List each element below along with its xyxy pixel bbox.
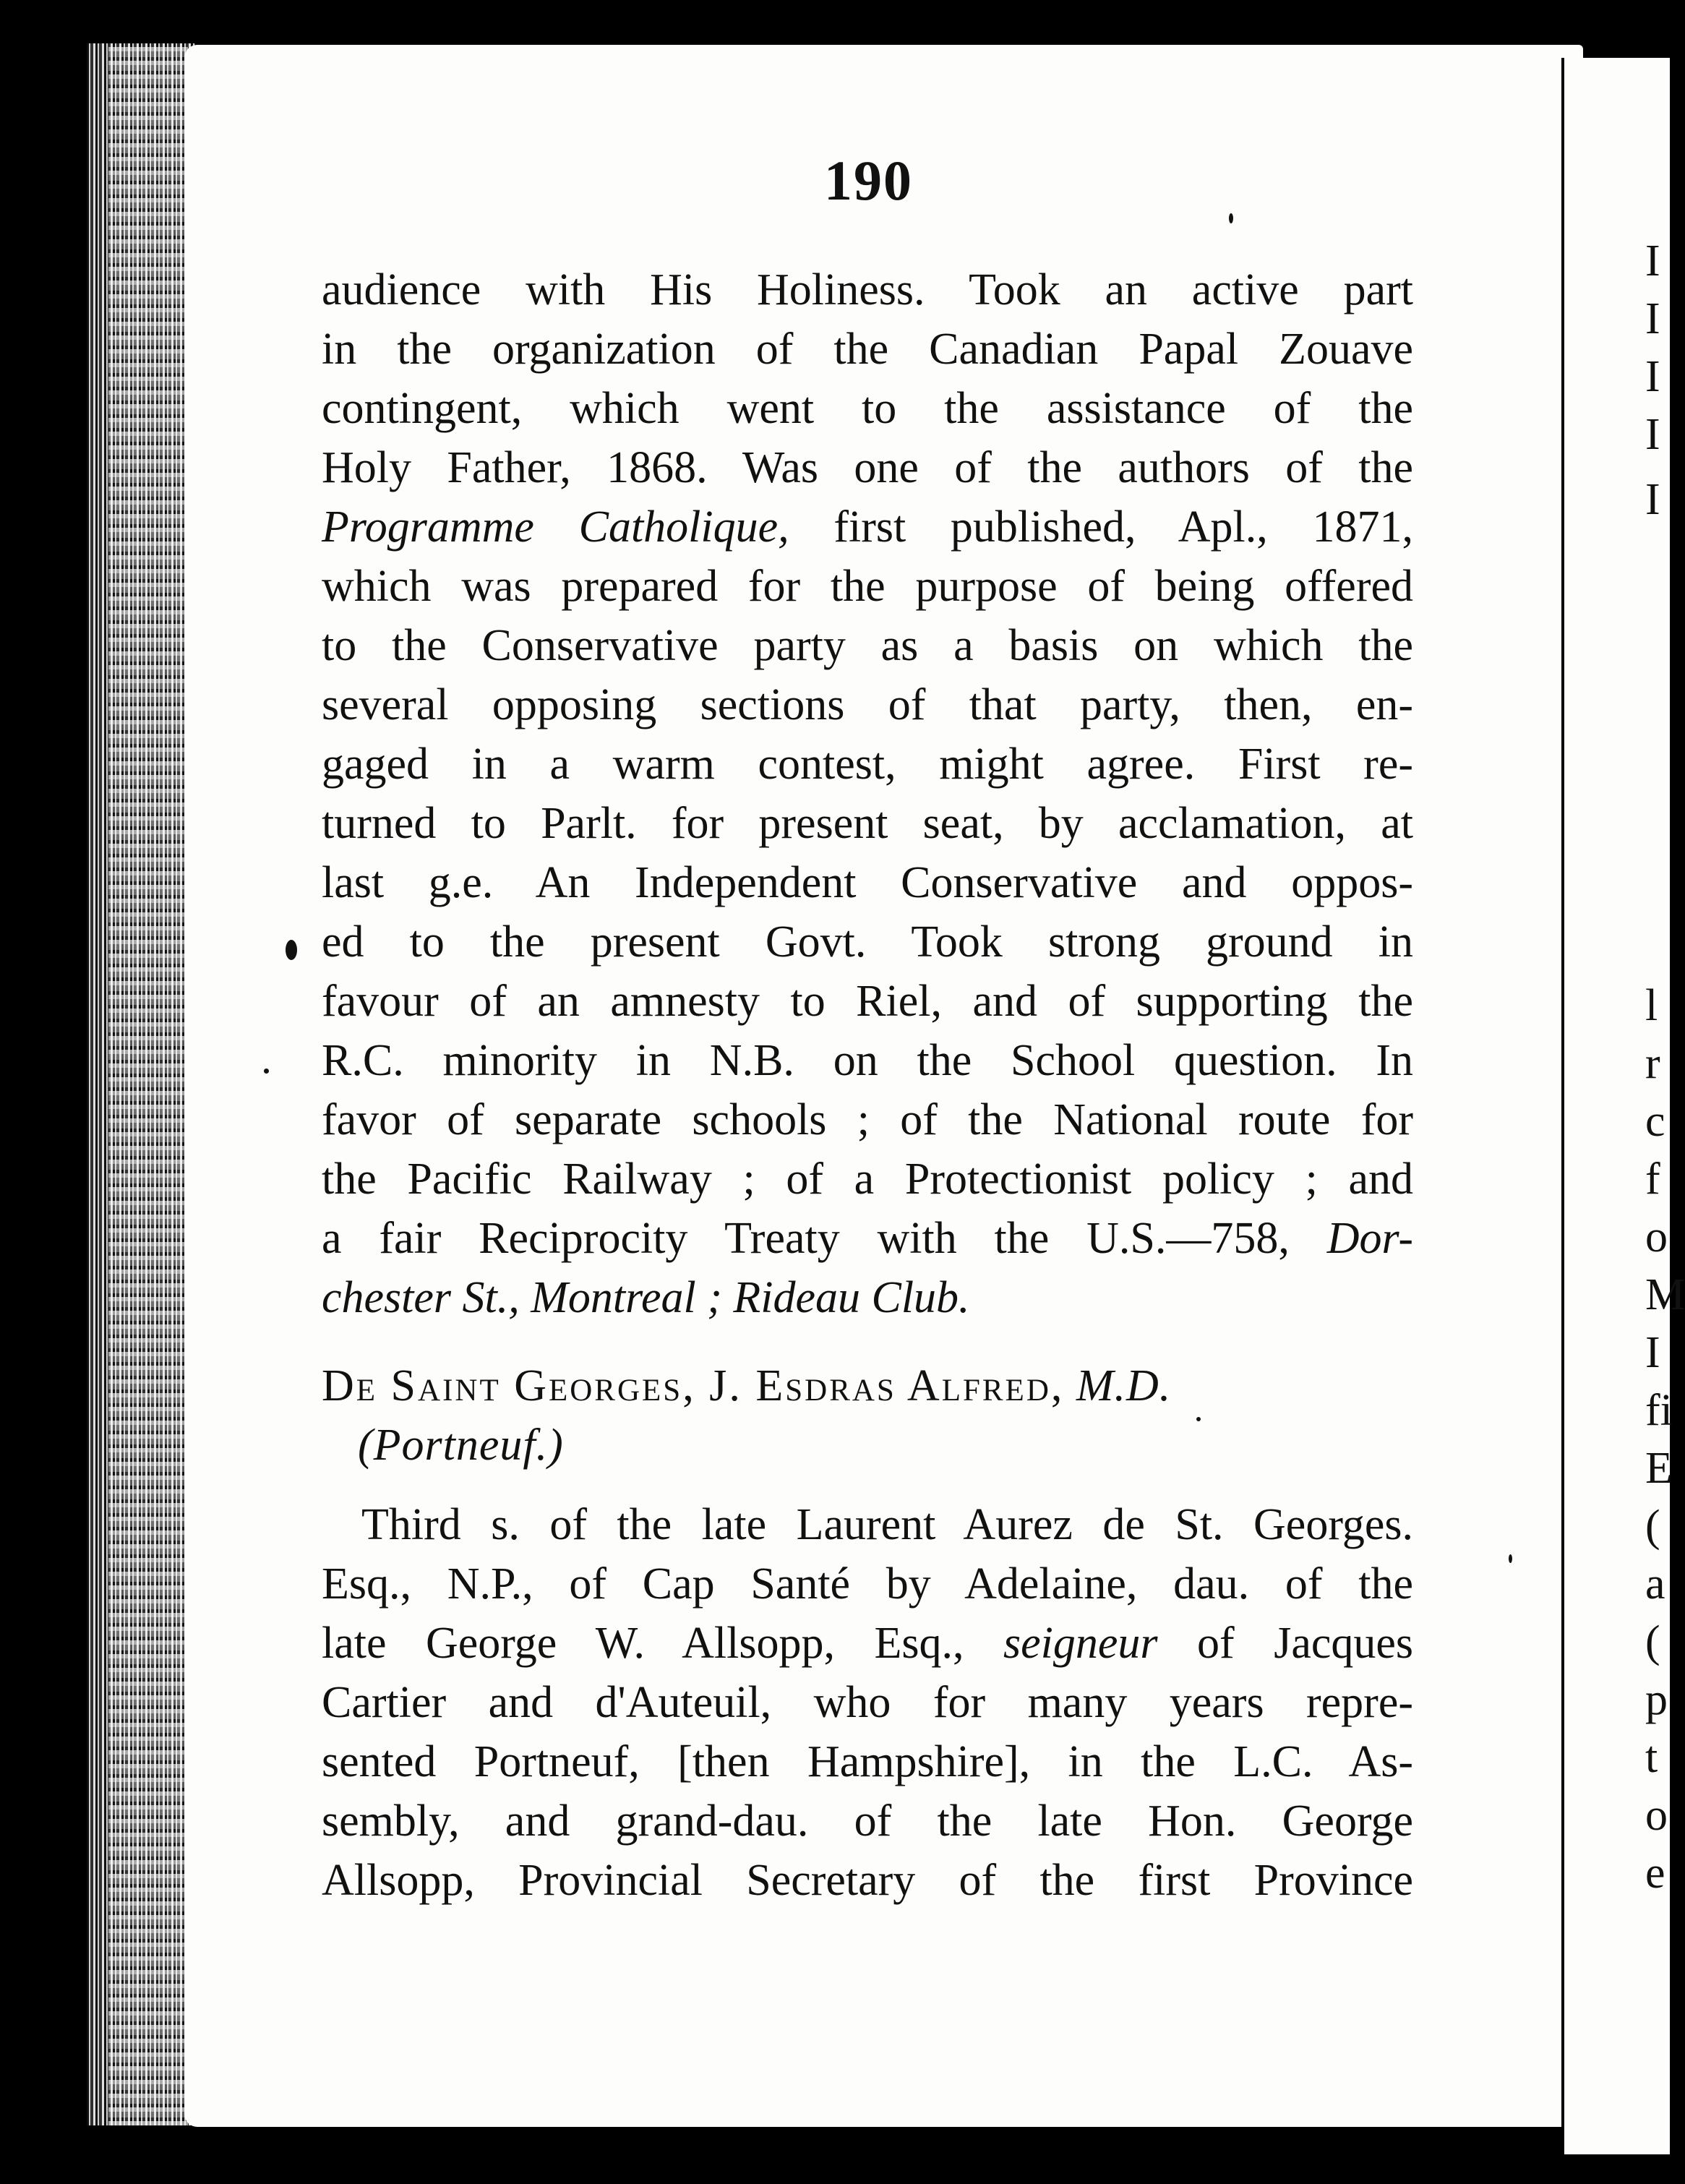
text-line (322, 1268, 1413, 1327)
text-fragment: a fair Reciprocity Treaty with the U.S.—758, (322, 1214, 1290, 1263)
scan-speck (1509, 1554, 1512, 1563)
page-number: 190 (824, 149, 913, 212)
scan-speck (286, 940, 297, 960)
entry-paragraph (322, 260, 1413, 1327)
text-line: ed to the present Govt. Took strong ground in (322, 917, 1413, 967)
next-page-fragment: I (1645, 410, 1660, 459)
next-page-fragment: p (1645, 1675, 1668, 1724)
scan-speck (264, 1069, 269, 1074)
next-page-fragment: E (1645, 1444, 1673, 1493)
text-line: Allsopp, Provincial Secretary of the first Province (322, 1856, 1413, 1905)
adjacent-page-edge (1561, 58, 1685, 2154)
text-line: audience with His Holiness. Took an active part (322, 265, 1413, 314)
next-page-fragment: o (1645, 1212, 1668, 1262)
text-line: sented Portneuf, [then Hampshire], in the L.C. As- (322, 1737, 1413, 1786)
member-degree: M.D. (1076, 1361, 1172, 1410)
next-page-fragment: t (1645, 1733, 1658, 1782)
next-page-fragment: I (1645, 475, 1660, 524)
text-line: last g.e. An Independent Conservative and oppos- (322, 858, 1413, 907)
text-fragment: first published, Apl., 1871, (833, 502, 1413, 552)
text-line: R.C. minority in N.B. on the School question. In (322, 1036, 1413, 1085)
text-line (322, 497, 1413, 557)
next-page-fragment: o (1645, 1791, 1668, 1840)
text-line: sembly, and grand-dau. of the late Hon. George (322, 1797, 1413, 1846)
text-line: gaged in a warm contest, might agree. First re- (322, 740, 1413, 789)
text-line (322, 1614, 1413, 1673)
member-name: De Saint Georges, J. Esdras Alfred, (322, 1361, 1065, 1410)
text-fragment: of Jacques (1197, 1619, 1414, 1668)
next-page-fragment: ( (1645, 1617, 1660, 1666)
next-page-fragment: r (1645, 1039, 1660, 1088)
text-line: Esq., N.P., of Cap Santé by Adelaine, dau. of the (322, 1559, 1413, 1609)
next-page-fragment: fi (1645, 1386, 1673, 1435)
text-fragment: late George W. Allsopp, Esq., (322, 1619, 964, 1668)
next-page-fragment: I (1645, 294, 1660, 343)
next-page-fragment: f (1645, 1155, 1660, 1204)
next-page-fragment: c (1645, 1097, 1665, 1146)
italic-title: Programme Catholique, (322, 502, 789, 552)
entry-paragraph (322, 1495, 1413, 1910)
next-page-fragment: I (1645, 1328, 1660, 1377)
text-line: contingent, which went to the assistance of the (322, 384, 1413, 433)
text-line: favor of separate schools ; of the National route for (322, 1095, 1413, 1144)
italic-address: chester St., Montreal ; Rideau Club. (322, 1273, 970, 1322)
text-line: Third s. of the late Laurent Aurez de St. Georges. (361, 1500, 1413, 1549)
text-line: Holy Father, 1868. Was one of the authors of the (322, 443, 1413, 492)
text-line: in the organization of the Canadian Papal Zouave (322, 325, 1413, 374)
text-line: the Pacific Railway ; of a Protectionist policy ; and (322, 1155, 1413, 1204)
member-riding: (Portneuf.) (358, 1421, 564, 1470)
text-line: turned to Parlt. for present seat, by acclamation, at (322, 799, 1413, 848)
text-line: to the Conservative party as a basis on which the (322, 621, 1413, 670)
page-text (322, 260, 1413, 1910)
text-line: Cartier and d'Auteuil, who for many years repre- (322, 1678, 1413, 1727)
text-line: several opposing sections of that party, then, en- (322, 680, 1413, 729)
text-line: which was prepared for the purpose of being offered (322, 562, 1413, 611)
entry-heading (322, 1356, 1413, 1475)
next-page-fragment: l (1645, 981, 1658, 1030)
italic-address: Dor- (1326, 1214, 1413, 1263)
heading-line (322, 1356, 1413, 1416)
next-page-fragment: I (1645, 236, 1660, 286)
text-line: favour of an amnesty to Riel, and of supporting the (322, 977, 1413, 1026)
scan-speck (1229, 213, 1233, 223)
next-page-fragment: M (1645, 1270, 1685, 1319)
scan-speck (1196, 1417, 1201, 1421)
next-page-fragment: ( (1645, 1502, 1660, 1551)
gutter-noise (108, 43, 188, 2125)
next-page-fragment: e (1645, 1849, 1665, 1898)
heading-line (322, 1416, 1413, 1475)
italic-term: seigneur (1003, 1619, 1158, 1668)
next-page-fragment: I (1645, 352, 1660, 401)
text-line (322, 1209, 1413, 1268)
next-page-fragment: a (1645, 1559, 1665, 1609)
